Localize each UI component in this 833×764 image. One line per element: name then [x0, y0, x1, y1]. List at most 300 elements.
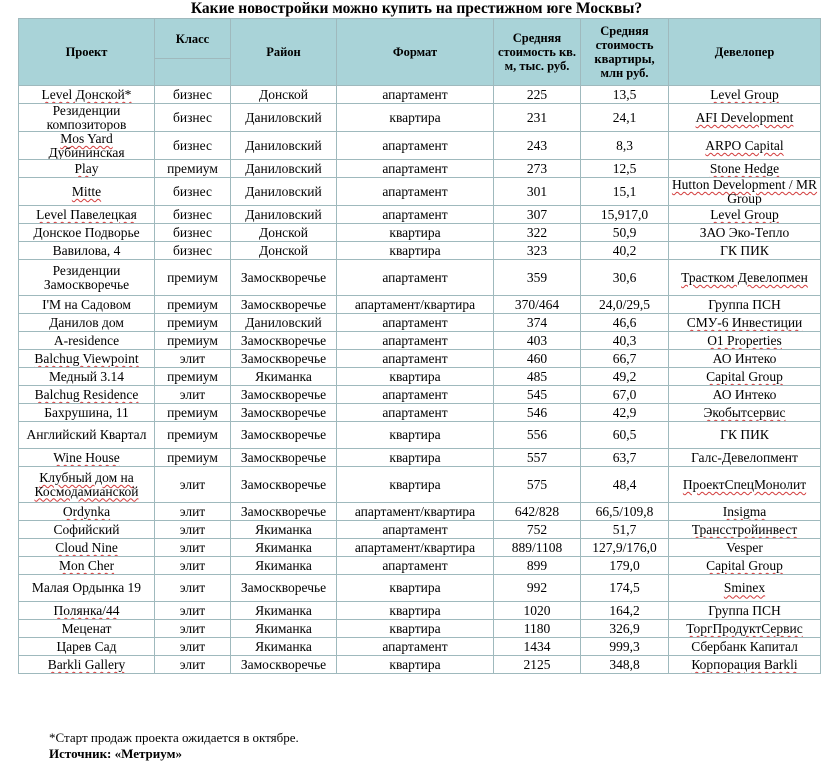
- format-cell: [337, 86, 494, 104]
- developer-cell-text: АО Интеко: [712, 386, 777, 402]
- developer-cell-text: O1 Properties: [707, 332, 782, 348]
- district-cell: [231, 467, 337, 503]
- class-cell: [155, 368, 231, 386]
- price-sqm-cell-text: 322: [526, 224, 548, 240]
- developer-cell: [669, 224, 821, 242]
- format-cell-text: апартамент: [382, 332, 448, 348]
- format-cell: [337, 386, 494, 404]
- class-cell-text: элит: [179, 539, 206, 555]
- price-sqm-cell: [494, 557, 581, 575]
- district-cell: [231, 422, 337, 449]
- table-row: [19, 224, 821, 242]
- district-cell-text: Якиманка: [255, 620, 312, 636]
- price-sqm-cell: [494, 242, 581, 260]
- class-cell: [155, 332, 231, 350]
- price-sqm-cell: [494, 314, 581, 332]
- district-cell: [231, 242, 337, 260]
- price-sqm-cell-text: 374: [526, 314, 548, 330]
- price-flat-cell-text: 13,5: [612, 86, 637, 102]
- project-cell: [19, 242, 155, 260]
- price-sqm-cell: [494, 404, 581, 422]
- class-cell: [155, 296, 231, 314]
- format-cell: [337, 160, 494, 178]
- developer-cell-text: АО Интеко: [712, 350, 777, 366]
- developer-cell-text: Корпорация Barkli: [691, 656, 798, 672]
- price-flat-cell: [581, 602, 669, 620]
- class-cell-text: элит: [179, 557, 206, 573]
- project-cell: [19, 449, 155, 467]
- district-cell-text: Даниловский: [245, 206, 322, 222]
- district-cell-text: Якиманка: [255, 521, 312, 537]
- district-cell-text: Замоскворечье: [240, 427, 327, 443]
- project-cell: [19, 314, 155, 332]
- project-cell-text: Клубный дом на Космодамианской: [34, 470, 139, 499]
- district-cell-text: Замоскворечье: [240, 580, 327, 596]
- table-row: [19, 386, 821, 404]
- class-cell-text: элит: [179, 620, 206, 636]
- class-cell: [155, 521, 231, 539]
- table-row: [19, 132, 821, 160]
- price-sqm-cell: [494, 368, 581, 386]
- developer-cell: [669, 656, 821, 674]
- format-cell: [337, 503, 494, 521]
- district-cell-text: Якиманка: [255, 557, 312, 573]
- developer-cell-text: Level Group: [710, 86, 779, 102]
- format-cell: [337, 620, 494, 638]
- price-sqm-cell: [494, 296, 581, 314]
- class-cell: [155, 386, 231, 404]
- project-cell: [19, 160, 155, 178]
- class-cell-text: бизнес: [173, 183, 212, 199]
- class-cell: [155, 242, 231, 260]
- table-row: [19, 503, 821, 521]
- price-flat-cell-text: 63,7: [612, 449, 637, 465]
- developer-cell-text: Группа ПСН: [708, 296, 781, 312]
- developer-cell: [669, 104, 821, 132]
- district-cell: [231, 638, 337, 656]
- price-sqm-cell: [494, 160, 581, 178]
- table-row: [19, 160, 821, 178]
- class-cell-text: премиум: [167, 427, 218, 443]
- price-sqm-cell-text: 545: [526, 386, 548, 402]
- district-cell-text: Даниловский: [245, 137, 322, 153]
- price-flat-cell-text: 12,5: [612, 160, 637, 176]
- price-sqm-cell: [494, 575, 581, 602]
- project-cell-text: Play: [74, 160, 99, 176]
- price-sqm-cell-text: 1020: [523, 602, 551, 618]
- price-flat-cell: [581, 386, 669, 404]
- developer-cell: [669, 160, 821, 178]
- price-sqm-cell: [494, 86, 581, 104]
- table-row: [19, 539, 821, 557]
- district-cell: [231, 132, 337, 160]
- price-flat-cell: [581, 656, 669, 674]
- project-cell-text: A-residence: [53, 332, 120, 348]
- price-sqm-cell-text: 1434: [523, 638, 551, 654]
- format-cell: [337, 557, 494, 575]
- developer-cell: [669, 368, 821, 386]
- price-sqm-cell: [494, 449, 581, 467]
- developer-cell-text: ГК ПИК: [720, 427, 769, 443]
- format-cell: [337, 656, 494, 674]
- format-cell: [337, 404, 494, 422]
- class-cell: [155, 467, 231, 503]
- price-sqm-cell: [494, 638, 581, 656]
- price-sqm-cell: [494, 467, 581, 503]
- price-flat-cell: [581, 296, 669, 314]
- district-cell-text: Замоскворечье: [240, 332, 327, 348]
- project-cell: [19, 539, 155, 557]
- district-cell-text: Замоскворечье: [240, 296, 327, 312]
- header-class-empty: [155, 59, 231, 86]
- project-cell-text: Wine House: [53, 449, 120, 465]
- developer-cell: [669, 521, 821, 539]
- price-flat-cell-text: 50,9: [612, 224, 637, 240]
- district-cell: [231, 206, 337, 224]
- format-cell: [337, 449, 494, 467]
- developer-cell: [669, 638, 821, 656]
- price-sqm-cell-text: 231: [526, 109, 548, 125]
- footnote: *Старт продаж проекта ожидается в октябре.: [49, 730, 299, 745]
- class-cell: [155, 132, 231, 160]
- price-flat-cell: [581, 539, 669, 557]
- header-class: Класс: [155, 19, 231, 59]
- header-district: Район: [231, 19, 337, 86]
- table-row: [19, 620, 821, 638]
- price-sqm-cell-text: 370/464: [514, 296, 560, 312]
- project-cell: [19, 575, 155, 602]
- price-sqm-cell-text: 323: [526, 242, 548, 258]
- class-cell-text: элит: [179, 521, 206, 537]
- project-cell-text: Mon Cher: [58, 557, 115, 573]
- price-sqm-cell-text: 557: [526, 449, 548, 465]
- class-cell-text: премиум: [167, 368, 218, 384]
- price-flat-cell: [581, 178, 669, 206]
- price-sqm-cell-text: 359: [526, 269, 548, 285]
- format-cell-text: квартира: [389, 368, 441, 384]
- price-flat-cell-text: 164,2: [609, 602, 640, 618]
- class-cell: [155, 160, 231, 178]
- project-cell: [19, 86, 155, 104]
- table-row: [19, 104, 821, 132]
- district-cell-text: Замоскворечье: [240, 404, 327, 420]
- developer-cell-text: ГК ПИК: [720, 242, 769, 258]
- price-sqm-cell-text: 752: [526, 521, 548, 537]
- project-cell-text: Малая Ордынка 19: [31, 580, 142, 596]
- price-sqm-cell-text: 243: [526, 137, 548, 153]
- price-flat-cell: [581, 314, 669, 332]
- class-cell: [155, 656, 231, 674]
- price-sqm-cell: [494, 332, 581, 350]
- price-sqm-cell: [494, 132, 581, 160]
- class-cell: [155, 206, 231, 224]
- project-cell: [19, 404, 155, 422]
- district-cell-text: Донской: [258, 242, 309, 258]
- format-cell: [337, 104, 494, 132]
- developer-cell: [669, 206, 821, 224]
- price-sqm-cell: [494, 104, 581, 132]
- developer-cell: [669, 404, 821, 422]
- project-cell-text: Данилов дом: [49, 314, 124, 330]
- district-cell: [231, 296, 337, 314]
- class-cell: [155, 224, 231, 242]
- district-cell-text: Якиманка: [255, 539, 312, 555]
- district-cell: [231, 160, 337, 178]
- format-cell-text: квартира: [389, 449, 441, 465]
- price-flat-cell: [581, 104, 669, 132]
- developer-cell-text: Hutton Development / MR Group: [671, 177, 818, 206]
- format-cell-text: апартамент: [382, 638, 448, 654]
- price-sqm-cell: [494, 260, 581, 296]
- project-cell-text: Резиденции композиторов: [46, 103, 127, 132]
- format-cell: [337, 368, 494, 386]
- table-row: [19, 638, 821, 656]
- developer-cell: [669, 449, 821, 467]
- price-flat-cell-text: 60,5: [612, 427, 637, 443]
- project-cell-text: Бахрушина, 11: [44, 404, 129, 420]
- project-cell: [19, 557, 155, 575]
- district-cell-text: Замоскворечье: [240, 269, 327, 285]
- format-cell: [337, 178, 494, 206]
- table-row: [19, 422, 821, 449]
- format-cell-text: квартира: [389, 580, 441, 596]
- developer-cell: [669, 575, 821, 602]
- header-price-sqm: Средняя стоимость кв. м, тыс. руб.: [494, 19, 581, 86]
- price-sqm-cell-text: 642/828: [514, 503, 560, 519]
- project-cell-text: Донское Подворье: [33, 224, 140, 240]
- table-row: [19, 521, 821, 539]
- price-sqm-cell: [494, 178, 581, 206]
- format-cell-text: апартамент: [382, 86, 448, 102]
- price-flat-cell-text: 24,1: [612, 109, 637, 125]
- price-flat-cell-text: 999,3: [609, 638, 640, 654]
- price-sqm-cell-text: 301: [526, 183, 548, 199]
- price-flat-cell-text: 67,0: [612, 386, 637, 402]
- project-cell-text: Barkli Gallery: [47, 656, 126, 672]
- price-sqm-cell-text: 889/1108: [511, 539, 563, 555]
- project-cell: [19, 178, 155, 206]
- header-price-flat: Средняя стоимость квартиры, млн руб.: [581, 19, 669, 86]
- class-cell-text: премиум: [167, 449, 218, 465]
- format-cell-text: апартамент: [382, 314, 448, 330]
- class-cell-text: бизнес: [173, 86, 212, 102]
- project-cell: [19, 620, 155, 638]
- project-cell: [19, 350, 155, 368]
- developer-cell: [669, 314, 821, 332]
- format-cell-text: апартамент: [382, 404, 448, 420]
- format-cell-text: апартамент: [382, 350, 448, 366]
- class-cell: [155, 260, 231, 296]
- district-cell-text: Даниловский: [245, 109, 322, 125]
- class-cell-text: элит: [179, 580, 206, 596]
- project-cell: [19, 260, 155, 296]
- class-cell-text: премиум: [167, 296, 218, 312]
- developer-cell-text: Группа ПСН: [708, 602, 781, 618]
- price-sqm-cell-text: 460: [526, 350, 548, 366]
- format-cell: [337, 314, 494, 332]
- developer-cell: [669, 296, 821, 314]
- price-flat-cell: [581, 242, 669, 260]
- project-cell-text: Mitte: [71, 183, 102, 199]
- project-cell-text: Ordynka: [62, 503, 111, 519]
- developer-cell-text: AFI Development: [695, 109, 794, 125]
- format-cell-text: апартамент: [382, 160, 448, 176]
- developer-cell: [669, 260, 821, 296]
- format-cell-text: квартира: [389, 109, 441, 125]
- price-sqm-cell-text: 273: [526, 160, 548, 176]
- project-cell: [19, 368, 155, 386]
- developer-cell-text: ЗАО Эко-Тепло: [699, 224, 790, 240]
- project-cell-text: Level Павелецкая: [36, 206, 137, 222]
- price-flat-cell: [581, 575, 669, 602]
- format-cell-text: апартамент: [382, 183, 448, 199]
- developer-cell-text: Stone Hedge: [709, 160, 780, 176]
- district-cell: [231, 575, 337, 602]
- class-cell: [155, 557, 231, 575]
- price-flat-cell-text: 51,7: [612, 521, 637, 537]
- project-cell-text: Полянка/44: [53, 602, 120, 618]
- developer-cell-text: Трансстройинвест: [691, 521, 798, 537]
- district-cell-text: Замоскворечье: [240, 476, 327, 492]
- table-row: [19, 575, 821, 602]
- price-flat-cell: [581, 368, 669, 386]
- developer-cell-text: Capital Group: [706, 368, 783, 384]
- project-cell: [19, 206, 155, 224]
- table-row: [19, 602, 821, 620]
- class-cell-text: бизнес: [173, 242, 212, 258]
- district-cell: [231, 404, 337, 422]
- price-sqm-cell: [494, 503, 581, 521]
- developer-cell: [669, 620, 821, 638]
- price-sqm-cell-text: 225: [526, 86, 548, 102]
- table-row: [19, 449, 821, 467]
- developer-cell-text: Сбербанк Капитал: [691, 638, 798, 654]
- price-sqm-cell-text: 546: [526, 404, 548, 420]
- class-cell: [155, 178, 231, 206]
- project-cell: [19, 386, 155, 404]
- format-cell: [337, 132, 494, 160]
- price-flat-cell-text: 42,9: [612, 404, 637, 420]
- class-cell-text: элит: [179, 476, 206, 492]
- district-cell: [231, 521, 337, 539]
- table-row: [19, 404, 821, 422]
- class-cell-text: элит: [179, 350, 206, 366]
- format-cell: [337, 422, 494, 449]
- price-flat-cell-text: 24,0/29,5: [598, 296, 650, 312]
- developer-cell: [669, 539, 821, 557]
- developer-cell-text: ТоргПродуктСервис: [686, 620, 803, 636]
- price-flat-cell-text: 127,9/176,0: [592, 539, 657, 555]
- class-cell: [155, 422, 231, 449]
- price-flat-cell-text: 15,1: [612, 183, 637, 199]
- project-cell: [19, 638, 155, 656]
- project-cell-text: I'M на Садовом: [42, 296, 131, 312]
- format-cell: [337, 296, 494, 314]
- developer-cell: [669, 386, 821, 404]
- class-cell-text: элит: [179, 602, 206, 618]
- district-cell-text: Якиманка: [255, 638, 312, 654]
- format-cell: [337, 467, 494, 503]
- district-cell: [231, 386, 337, 404]
- class-cell: [155, 602, 231, 620]
- price-sqm-cell-text: 307: [526, 206, 548, 222]
- price-sqm-cell: [494, 386, 581, 404]
- price-flat-cell-text: 49,2: [612, 368, 637, 384]
- developer-cell-text: Галс-Девелопмент: [691, 449, 798, 465]
- table-row: [19, 260, 821, 296]
- district-cell-text: Замоскворечье: [240, 386, 327, 402]
- table-row: [19, 368, 821, 386]
- price-sqm-cell: [494, 656, 581, 674]
- format-cell-text: квартира: [389, 620, 441, 636]
- project-cell-text: Царев Сад: [56, 638, 117, 654]
- class-cell-text: элит: [179, 638, 206, 654]
- district-cell-text: Якиманка: [255, 602, 312, 618]
- class-cell-text: элит: [179, 656, 206, 672]
- format-cell-text: апартамент/квартира: [354, 503, 476, 519]
- price-flat-cell: [581, 503, 669, 521]
- class-cell-text: премиум: [167, 160, 218, 176]
- project-cell: [19, 224, 155, 242]
- developer-cell: [669, 602, 821, 620]
- district-cell: [231, 620, 337, 638]
- format-cell-text: апартамент: [382, 137, 448, 153]
- project-cell: [19, 104, 155, 132]
- developer-cell-text: Insigma: [722, 503, 767, 519]
- price-sqm-cell-text: 899: [526, 557, 548, 573]
- table-row: [19, 557, 821, 575]
- header-developer: Девелопер: [669, 19, 821, 86]
- class-cell-text: премиум: [167, 269, 218, 285]
- district-cell-text: Донской: [258, 86, 309, 102]
- price-flat-cell: [581, 449, 669, 467]
- project-cell-text: Софийский: [53, 521, 120, 537]
- price-sqm-cell-text: 1180: [523, 620, 551, 636]
- format-cell: [337, 602, 494, 620]
- source-note: Источник: «Метриум»: [49, 746, 182, 761]
- table-row: [19, 350, 821, 368]
- price-flat-cell: [581, 332, 669, 350]
- price-sqm-cell-text: 485: [526, 368, 548, 384]
- class-cell-text: элит: [179, 386, 206, 402]
- class-cell-text: бизнес: [173, 109, 212, 125]
- price-flat-cell-text: 66,7: [612, 350, 637, 366]
- price-flat-cell: [581, 260, 669, 296]
- district-cell: [231, 350, 337, 368]
- format-cell-text: апартамент/квартира: [354, 539, 476, 555]
- format-cell-text: апартамент: [382, 557, 448, 573]
- price-sqm-cell: [494, 422, 581, 449]
- class-cell: [155, 620, 231, 638]
- district-cell: [231, 332, 337, 350]
- class-cell-text: премиум: [167, 404, 218, 420]
- project-cell-text: Английский Квартал: [26, 427, 147, 443]
- developer-cell-text: СМУ-6 Инвестиции: [686, 314, 803, 330]
- price-flat-cell: [581, 422, 669, 449]
- table-row: [19, 178, 821, 206]
- price-flat-cell-text: 46,6: [612, 314, 637, 330]
- price-flat-cell: [581, 620, 669, 638]
- class-cell: [155, 314, 231, 332]
- developer-cell: [669, 422, 821, 449]
- header-project: Проект: [19, 19, 155, 86]
- class-cell-text: премиум: [167, 314, 218, 330]
- class-cell-text: бизнес: [173, 206, 212, 222]
- district-cell: [231, 224, 337, 242]
- class-cell-text: премиум: [167, 332, 218, 348]
- class-cell: [155, 539, 231, 557]
- table-row: [19, 242, 821, 260]
